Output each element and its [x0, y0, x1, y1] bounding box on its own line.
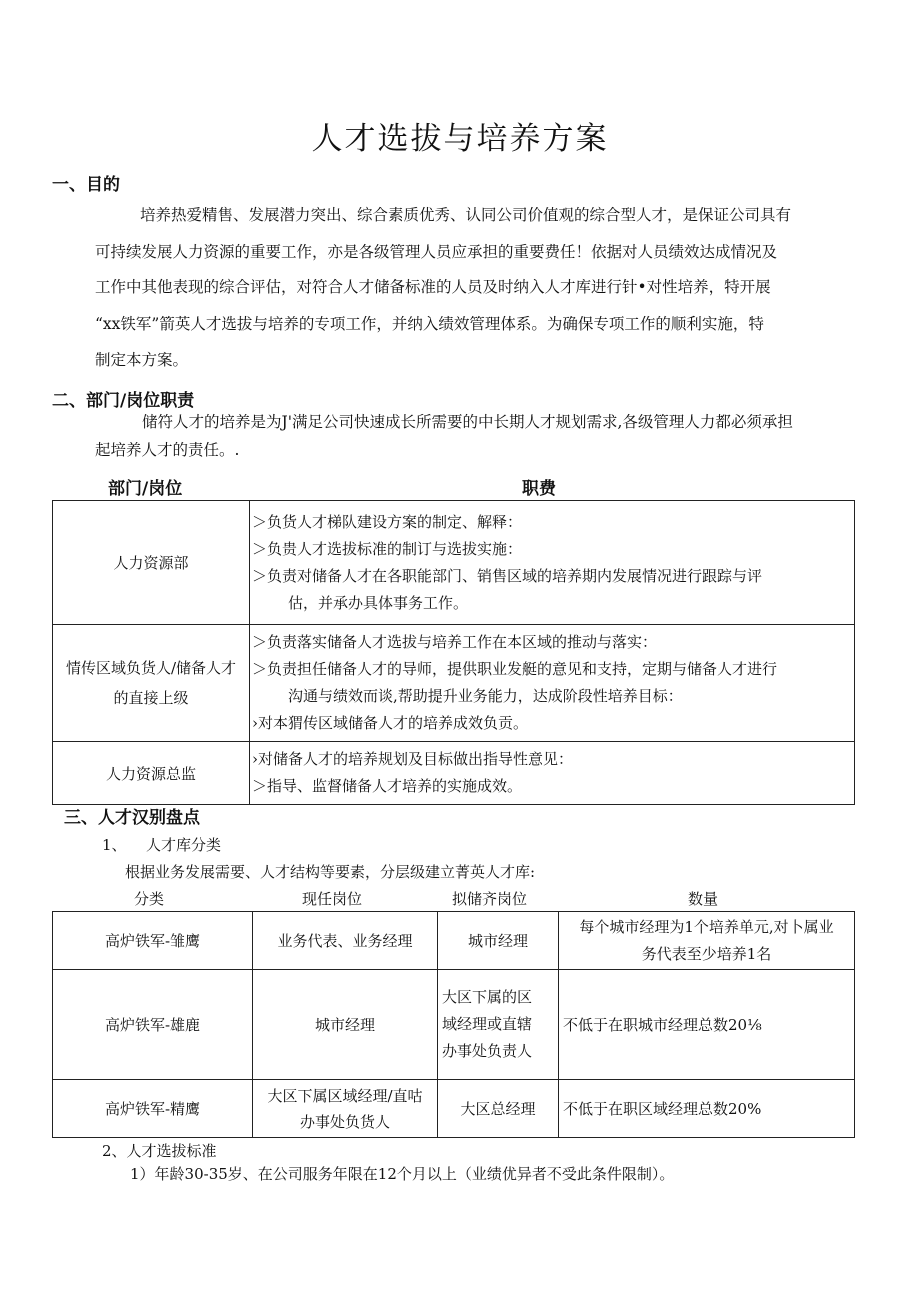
- talent-pool-table: [52, 911, 855, 1138]
- page-title: 人才选拔与培养方案: [311, 121, 609, 157]
- duty-item-cont: 沟通与绩效而谈,帮助提升业务能力，达成阶段性培养目标：: [288, 687, 683, 705]
- current-position-cell: 城市经理: [253, 970, 438, 1080]
- sub2-heading: 2、人才选拔标准: [102, 1142, 217, 1160]
- section-1-line-4: “xx铁军”箭英人才选拔与培养的专项工作，并纳入绩效管理体系。为确保专项工作的顺利实施，特: [95, 315, 764, 333]
- duty-item: ›对储备人才的培养规划及目标做出指导性意见：: [252, 750, 574, 768]
- section-2-line-1: 储符人才的培养是为J'满足公司快速成长所需要的中长期人才规划需求,各级管理人力都必须承担: [142, 413, 793, 431]
- duty-item: ＞负责落实储备人才选拔与培养工作在本区域的推动与落实：: [252, 633, 658, 651]
- target-line: 域经理或直辖: [442, 1015, 533, 1033]
- duty-cell: [250, 742, 855, 805]
- dept-line: 的直接上级: [113, 689, 189, 707]
- dept-cell: [53, 625, 250, 742]
- duty-cell: [250, 501, 855, 625]
- dept-cell: 人力资源总监: [53, 742, 250, 805]
- table1-header-dept: 部门/岗位: [108, 479, 183, 499]
- section-1-heading: 一、目的: [52, 175, 120, 195]
- duty-item-cont: 估，并承办具体事务工作。: [288, 593, 469, 612]
- current-position-cell: 业务代表、业务经理: [253, 912, 438, 970]
- category-cell: 高炉铁军-雄鹿: [53, 970, 253, 1080]
- dept-line: 情传区域负货人/储备人才: [65, 659, 237, 677]
- quantity-cell: 不低于在职区域经理总数20%: [559, 1080, 855, 1138]
- table2-header-qty: 数量: [688, 890, 719, 908]
- talent-row: [53, 912, 855, 970]
- duty-item: ＞指导、监督储备人才培养的实施成效。: [252, 777, 523, 795]
- quantity-cell: 不低于在职城市经理总数20⅛: [559, 970, 855, 1080]
- duty-row-director: [53, 742, 855, 805]
- section-2-heading: 二、部门/岗位职责: [52, 391, 195, 411]
- section-2-line-2: 起培养人才的责任。.: [95, 441, 240, 459]
- target-line: 大区下属的区: [442, 988, 533, 1006]
- target-position-cell: 城市经理: [438, 912, 559, 970]
- duty-row-region: [53, 625, 855, 742]
- criteria-item-1: 1）年龄30-35岁、在公司服务年限在12个月以上（业绩优异者不受此条件限制）。: [130, 1165, 675, 1183]
- section-3-heading: 三、人才汉别盘点: [64, 808, 200, 828]
- target-position-cell: 大区总经理: [438, 1080, 559, 1138]
- target-line: 办事处负责人: [442, 1042, 533, 1060]
- duty-item: ＞负责对储备人才在各职能部门、销售区域的培养期内发展情况进行跟踪与评: [252, 566, 763, 585]
- sub1-number: 1、: [102, 836, 127, 854]
- table2-header-current: 现任岗位: [302, 890, 363, 908]
- duty-item: ›对本猬传区域储备人才的培养成效负贡。: [252, 714, 529, 732]
- duty-item: ＞负贵人才选拔标准的制订与选拔实施：: [252, 539, 523, 558]
- current-line: 办事处负货人: [299, 1112, 390, 1131]
- talent-row: [53, 1080, 855, 1138]
- table2-header-target: 拟储齐岗位: [452, 890, 528, 908]
- duty-item: ＞负责担任储备人才的导师，提供职业发艇的意见和支持，定期与储备人才进行: [252, 660, 778, 678]
- section-1-line-1: 培养热爱精售、发展潜力突出、综合素质优秀、认同公司价值观的综合型人才，是保证公司具有: [140, 206, 792, 224]
- talent-row: [53, 970, 855, 1080]
- duty-cell: [250, 625, 855, 742]
- quantity-line: 每个城市经理为1个培养单元,对卜属业: [579, 917, 834, 936]
- sub1-label: 人才库分类: [146, 836, 222, 854]
- duty-table: [52, 500, 855, 805]
- section-1-line-5: 制定本方案。: [95, 351, 189, 369]
- quantity-cell: [559, 912, 855, 970]
- target-position-cell: [438, 970, 559, 1080]
- dept-cell: 人力资源部: [53, 501, 250, 625]
- quantity-line: 务代表至少培养1名: [641, 944, 772, 963]
- category-cell: 高炉铁军-精鹰: [53, 1080, 253, 1138]
- sub1-intro: 根据业务发展需要、人才结构等要素，分层级建立菁英人才库:: [125, 863, 536, 881]
- duty-item: ＞负货人才梯队建设方案的制定、解释：: [252, 512, 523, 531]
- duty-row-hr: [53, 501, 855, 625]
- section-1-line-3: 工作中其他表现的综合评估，对符合人才储备标准的人员及时纳入人才库进行针•对性培养，特开展: [95, 278, 771, 296]
- table1-header-duty: 职费: [522, 479, 556, 499]
- category-cell: 高炉铁军-雏鹰: [53, 912, 253, 970]
- section-1-line-2: 可持续发展人力资源的重要工作，亦是各级管理人员应承担的重要费任！依据对人员绩效达成情况及: [95, 243, 778, 261]
- table2-header-cat: 分类: [134, 890, 165, 908]
- current-position-cell: [253, 1080, 438, 1138]
- current-line: 大区下属区域经理/直咕: [267, 1086, 423, 1105]
